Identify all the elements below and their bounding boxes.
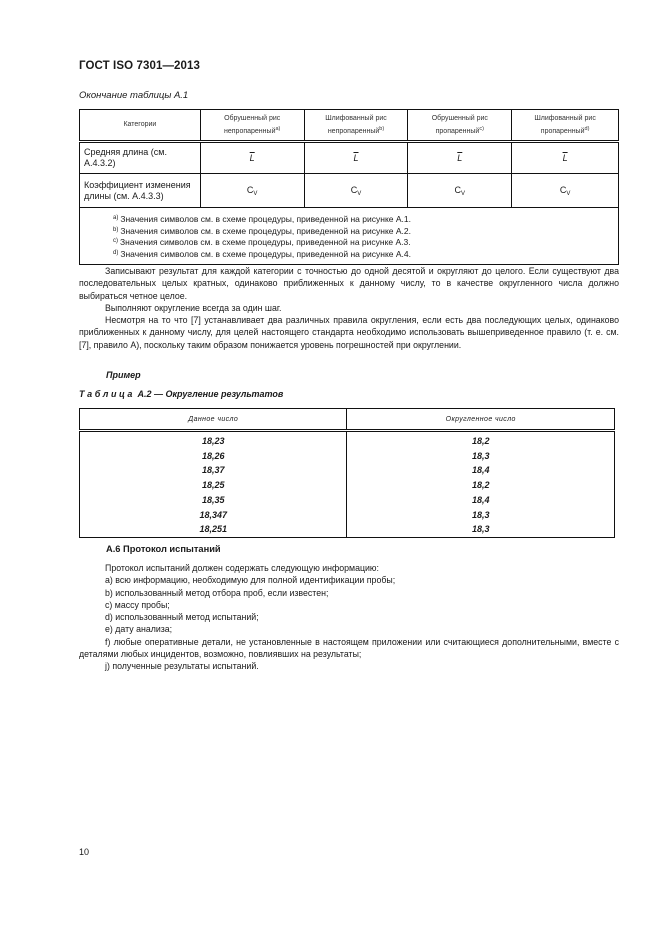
table-a1-continuation-caption: Окончание таблицы А.1 [79,90,189,101]
table-caption-prefix: Таблица [79,389,135,399]
list-item: j) полученные результаты испытаний. [105,661,259,672]
list-item: d) использованный метод испытаний; [105,612,259,623]
symbol-subscript: V [461,190,466,197]
header-label: Обрушенный рис пропаренный [431,114,488,135]
symbol-cv: C [350,184,358,195]
table-a1-header-row [80,110,619,142]
table-cell [200,174,304,208]
rounded-value: 18,2 [347,478,615,493]
rounded-value: 18,2 [347,431,615,449]
header-label: Категории [123,121,157,128]
table-cell [408,142,512,174]
table-cell [408,174,512,208]
document-header: ГОСТ ISO 7301—2013 [79,60,201,72]
footnote-mark: b) [379,125,385,132]
section-title: А.6 Протокол испытаний [106,544,221,554]
table-a1-header-col1 [200,110,304,142]
row-label: Средняя длина (см. А.4.3.2) [80,142,201,174]
symbol-mean-length: $\overline{L}$ [562,153,568,163]
table-cell [304,142,408,174]
given-value: 18,37 [80,463,347,478]
rounded-value: 18,3 [347,522,615,537]
test-report-list [79,562,619,673]
list-item: c) массу пробы; [105,599,170,610]
paragraph: Выполняют округление всегда за один шаг. [105,302,282,313]
footnote-mark: c) [479,125,484,132]
symbol-cv: C [559,184,567,195]
given-value: 18,251 [80,522,347,537]
body-text [79,265,619,351]
list-item: b) использованный метод отбора проб, если известен; [105,587,329,598]
table-row [80,478,615,493]
table-cell [512,142,619,174]
rounded-value: 18,4 [347,463,615,478]
footnote-mark: a) [113,215,119,221]
list-item: a) всю информацию, необходимую для полной идентификации пробы; [105,575,396,586]
footnote [113,213,618,225]
footnote-text: Значения символов см. в схеме процедуры, приведенной на рисунке А.1. [120,214,411,224]
footnote [113,225,618,237]
paragraph: Записывают результат для каждой категории с точностью до одной десятой и округляют до целого. Если существуют два последовательных целых кратных, одинаково приближенных к данному числу, то в качестве округленного числа должно выбираться четное целое. [79,266,619,301]
footnote-text: Значения символов см. в схеме процедуры, приведенной на рисунке А.4. [120,248,411,259]
symbol-mean-length: $\overline{L}$ [457,153,463,163]
table-row [80,449,615,464]
table-a1-header-col3 [408,110,512,142]
symbol-cv: C [246,184,254,195]
footnote-mark: b) [113,226,119,233]
table-cell [304,174,408,208]
given-value: 18,347 [80,508,347,523]
list-item: e) дату анализа; [105,624,173,635]
list-intro: Протокол испытаний должен содержать следующую информацию: [105,563,379,573]
header-label: Шлифованный рис пропаренный [534,114,596,135]
footnote [113,236,618,248]
footnote-mark: c) [113,238,118,244]
table-a2-header-row [80,409,615,431]
table-a1-header-col2 [304,110,408,142]
footnote-mark: d) [113,249,119,256]
rounded-value: 18,3 [347,508,615,523]
symbol-subscript: V [253,190,258,197]
given-value: 18,35 [80,493,347,508]
paragraph: Несмотря на то что [7] устанавливает два различных правила округления, если есть два последующих целых, одинаково приближенных к данному числу, для целей настоящего стандарта необходимо использовать вышеприведенное правило (т. е. см. [7], правило А), поскольку таким образом понижается уровень погрешностей при округлении. [79,315,619,350]
table-a2 [79,408,615,538]
row-label: Коэффициент изменения длины (см. А.4.3.3) [80,174,201,208]
symbol-cv: C [454,184,462,195]
table-caption-title: А.2 — Округление результатов [137,389,284,399]
header-rounded-number: Округленное число [347,409,615,431]
rounded-value: 18,3 [347,449,615,464]
table-row [80,142,619,174]
symbol-mean-length: $\overline{L}$ [249,153,255,163]
table-row [80,463,615,478]
given-value: 18,23 [80,431,347,449]
table-row [80,431,615,449]
rounded-value: 18,4 [347,493,615,508]
table-a2-caption [79,389,283,399]
footnote-text: Значения символов см. в схеме процедуры, приведенной на рисунке А.2. [120,225,411,236]
footnote-mark: a) [275,125,281,132]
header-label: Обрушенный рис непропаренный [224,114,281,135]
symbol-mean-length: $\overline{L}$ [353,153,359,163]
footnote-mark: d) [584,125,590,132]
footnote-text: Значения символов см. в схеме процедуры, приведенной на рисунке А.3. [120,237,411,247]
table-row [80,522,615,537]
table-cell [200,142,304,174]
table-row [80,174,619,208]
symbol-subscript: V [357,190,362,197]
table-a1-footnotes-row [80,208,619,265]
example-label: Пример [106,370,141,380]
table-a1-header-col4 [512,110,619,142]
table-row [80,493,615,508]
symbol-subscript: V [566,190,571,197]
given-value: 18,25 [80,478,347,493]
given-value: 18,26 [80,449,347,464]
header-given-number: Данное число [80,409,347,431]
table-a1-header-categories [80,110,201,142]
header-label: Шлифованный рис непропаренный [325,114,387,135]
list-item: f) любые оперативные детали, не установленные в настоящем приложении или считающиеся дополнительными, вместе с деталями любых инцидентов, возможно, повлиявших на результаты; [79,636,619,660]
footnote [113,248,618,260]
table-a1-footnotes [80,208,619,265]
table-a1 [79,109,619,265]
table-row [80,508,615,523]
page-number: 10 [79,847,90,857]
table-cell [512,174,619,208]
